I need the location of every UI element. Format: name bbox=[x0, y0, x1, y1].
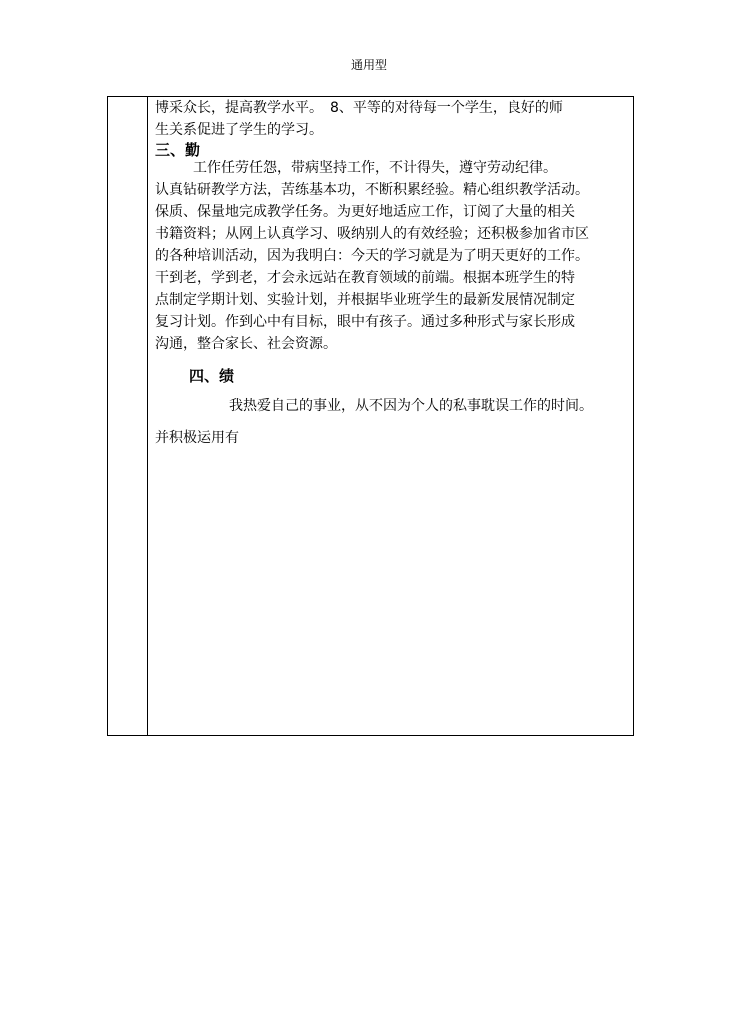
paragraph-line: 并积极运用有 bbox=[155, 430, 239, 446]
paragraph-line: 书籍资料；从网上认真学习、吸纳别人的有效经验；还积极参加省市区 bbox=[155, 226, 589, 242]
document-table bbox=[107, 96, 634, 736]
paragraph-line: 沟通，整合家长、社会资源。 bbox=[155, 336, 337, 352]
paragraph-line: 的各种培训活动，因为我明白：今天的学习就是为了明天更好的工作。 bbox=[155, 248, 589, 264]
paragraph-line: 工作任劳任怨，带病坚持工作，不计得失，遵守劳动纪律。 bbox=[165, 160, 557, 176]
page-header: 通用型 bbox=[350, 58, 387, 72]
paragraph-line: 生关系促进了学生的学习。 bbox=[155, 122, 323, 138]
paragraph-line: 博采众长，提高教学水平。 8、平等的对待每一个学生，良好的师 bbox=[155, 100, 563, 116]
section-heading-ji: 四、绩 bbox=[189, 367, 235, 385]
section-heading-qin: 三、勤 bbox=[155, 141, 201, 159]
paragraph-line: 干到老，学到老，才会永远站在教育领域的前端。根据本班学生的特 bbox=[155, 270, 575, 286]
paragraph-line: 我热爱自己的事业，从不因为个人的私事耽误工作的时间。 bbox=[229, 398, 593, 414]
paragraph-line: 复习计划。作到心中有目标，眼中有孩子。通过多种形式与家长形成 bbox=[155, 314, 575, 330]
paragraph-line: 保质、保量地完成教学任务。为更好地适应工作，订阅了大量的相关 bbox=[155, 204, 575, 220]
paragraph-line: 点制定学期计划、实验计划，并根据毕业班学生的最新发展情况制定 bbox=[155, 292, 575, 308]
table-left-column bbox=[108, 97, 148, 735]
paragraph-line: 认真钻研教学方法，苦练基本功，不断积累经验。精心组织教学活动。 bbox=[155, 182, 589, 198]
